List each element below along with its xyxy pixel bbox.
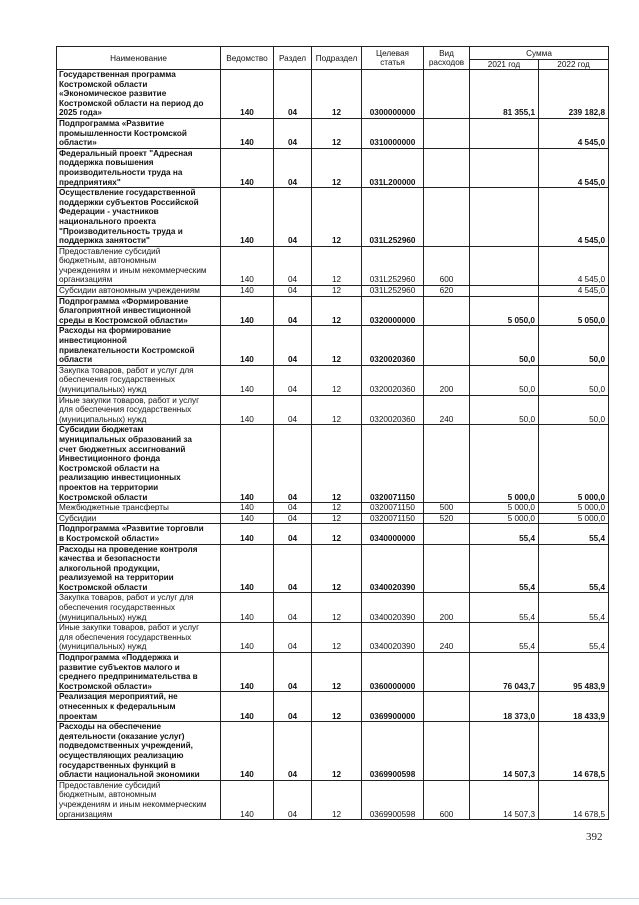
- row-sum-2021: 50,0: [470, 326, 539, 365]
- row-dept: 140: [221, 780, 274, 819]
- row-target: 0320071150: [362, 425, 424, 503]
- row-subsection: 12: [312, 593, 362, 623]
- row-name-line: (муниципальных) нужд: [59, 612, 147, 622]
- row-exp-type: 600: [424, 780, 470, 819]
- row-name-line: «Экономическое развитие: [59, 89, 167, 99]
- table-row: [57, 296, 609, 326]
- row-name-line: среднего предпринимательства в: [59, 672, 198, 682]
- row-sum-2022: 50,0: [539, 326, 609, 365]
- row-name-line: качества и безопасности: [59, 554, 161, 564]
- row-section: 04: [274, 188, 312, 247]
- row-sum-2022: 95 483,9: [539, 653, 609, 692]
- table-row: [57, 425, 609, 503]
- col-header-2022: 2022 год: [539, 60, 609, 70]
- table-body: [57, 70, 609, 820]
- row-target: 0320020360: [362, 326, 424, 365]
- row-name-line: Костромской области на период до: [59, 98, 204, 108]
- row-name-line: инвестиционной: [59, 336, 127, 346]
- row-name: [57, 425, 221, 503]
- row-name-line: в Костромской области»: [59, 533, 160, 543]
- row-dept: 140: [221, 503, 274, 514]
- col-header-target: Целевая статья: [362, 47, 424, 70]
- row-name-line: проектов на территории: [59, 482, 159, 492]
- row-subsection: 12: [312, 544, 362, 593]
- row-exp-type: [424, 296, 470, 326]
- row-name-line: "Производительность труда и: [59, 226, 183, 236]
- row-exp-type: 200: [424, 365, 470, 395]
- row-sum-2021: 14 507,3: [470, 780, 539, 819]
- col-header-name: Наименование: [57, 47, 221, 70]
- row-name-line: (муниципальных) нужд: [59, 385, 147, 394]
- table-row: [57, 286, 609, 297]
- row-section: 04: [274, 118, 312, 148]
- row-dept: 140: [221, 246, 274, 285]
- row-section: 04: [274, 692, 312, 722]
- row-exp-type: [424, 524, 470, 544]
- row-name-line: поддержка повышения: [59, 158, 154, 168]
- row-sum-2021: 50,0: [470, 395, 539, 425]
- row-sum-2021: [470, 246, 539, 285]
- row-subsection: 12: [312, 286, 362, 297]
- row-name: [57, 653, 221, 692]
- row-name: [57, 503, 221, 514]
- row-sum-2022: 50,0: [539, 365, 609, 395]
- row-name: [57, 544, 221, 593]
- table-row: [57, 544, 609, 593]
- page-number: 392: [586, 831, 603, 843]
- row-exp-type: [424, 692, 470, 722]
- row-dept: 140: [221, 593, 274, 623]
- row-name-line: поддержки субъектов Российской: [59, 197, 199, 207]
- row-exp-type: [424, 425, 470, 503]
- row-subsection: 12: [312, 296, 362, 326]
- row-target: 0369900000: [362, 692, 424, 722]
- row-sum-2022: 55,4: [539, 544, 609, 593]
- row-section: 04: [274, 286, 312, 297]
- row-target: 0340020390: [362, 623, 424, 653]
- row-section: 04: [274, 296, 312, 326]
- row-name-line: промышленности Костромской: [59, 128, 187, 138]
- row-name-line: Костромской области на: [59, 463, 160, 473]
- row-dept: 140: [221, 70, 274, 119]
- row-name-line: организациям: [59, 275, 113, 285]
- row-dept: 140: [221, 623, 274, 653]
- row-name-line: муниципальных образований за: [59, 434, 192, 444]
- row-name: [57, 395, 221, 425]
- row-name-line: Костромской области: [59, 79, 148, 89]
- row-section: 04: [274, 524, 312, 544]
- row-name-line: реализацию инвестиционных: [59, 473, 181, 483]
- row-subsection: 12: [312, 653, 362, 692]
- row-dept: 140: [221, 286, 274, 297]
- row-sum-2021: 5 000,0: [470, 503, 539, 514]
- row-target: 0340020390: [362, 544, 424, 593]
- row-name-line: организациям: [59, 809, 113, 819]
- row-exp-type: [424, 118, 470, 148]
- row-name-line: подведомственных учреждений,: [59, 741, 193, 751]
- row-sum-2021: [470, 286, 539, 297]
- row-exp-type: 240: [424, 623, 470, 653]
- row-dept: 140: [221, 296, 274, 326]
- row-name-line: Иные закупки товаров, работ и услуг: [59, 623, 200, 633]
- row-name-line: Подпрограмма «Развитие торговли: [59, 524, 204, 534]
- row-target: 0320000000: [362, 296, 424, 326]
- row-sum-2021: 5 050,0: [470, 296, 539, 326]
- row-name-line: Субсидии: [59, 513, 97, 523]
- row-sum-2021: 55,4: [470, 623, 539, 653]
- row-name: [57, 623, 221, 653]
- row-subsection: 12: [312, 395, 362, 425]
- table-row: [57, 365, 609, 395]
- row-name-line: Федеральный проект "Адресная: [59, 148, 193, 158]
- row-sum-2022: 239 182,8: [539, 70, 609, 119]
- row-subsection: 12: [312, 425, 362, 503]
- row-name-line: учреждениям и иным некоммерческим: [59, 265, 207, 275]
- row-name-line: области»: [59, 138, 97, 148]
- row-target: 0310000000: [362, 118, 424, 148]
- row-name-line: Реализация мероприятий, не: [59, 692, 178, 702]
- row-dept: 140: [221, 524, 274, 544]
- row-subsection: 12: [312, 118, 362, 148]
- row-name: [57, 593, 221, 623]
- row-sum-2021: 81 355,1: [470, 70, 539, 119]
- row-target: 0340000000: [362, 524, 424, 544]
- row-section: 04: [274, 653, 312, 692]
- row-name: [57, 692, 221, 722]
- row-name-line: национального проекта: [59, 216, 156, 226]
- col-header-section: Раздел: [274, 47, 312, 70]
- row-name: [57, 246, 221, 285]
- table-row: [57, 395, 609, 425]
- row-sum-2021: 50,0: [470, 365, 539, 395]
- row-name-line: Расходы на формирование: [59, 326, 171, 336]
- row-subsection: 12: [312, 148, 362, 187]
- row-section: 04: [274, 780, 312, 819]
- page-bottom-rule: [0, 898, 639, 899]
- row-name: [57, 70, 221, 119]
- table-row: [57, 513, 609, 524]
- row-name: [57, 148, 221, 187]
- row-target: 031L252960: [362, 286, 424, 297]
- row-section: 04: [274, 544, 312, 593]
- row-section: 04: [274, 395, 312, 425]
- table-row: [57, 722, 609, 781]
- table-row: [57, 246, 609, 285]
- table-row: [57, 118, 609, 148]
- row-sum-2021: 5 000,0: [470, 513, 539, 524]
- row-exp-type: [424, 653, 470, 692]
- row-name-line: предприятиях": [59, 177, 121, 187]
- row-sum-2022: 55,4: [539, 524, 609, 544]
- row-dept: 140: [221, 544, 274, 593]
- row-sum-2022: 4 545,0: [539, 286, 609, 297]
- budget-table-page: [56, 46, 608, 820]
- row-subsection: 12: [312, 365, 362, 395]
- table-row: [57, 593, 609, 623]
- row-name-line: Подпрограмма «Развитие: [59, 118, 165, 128]
- row-target: 0369900598: [362, 722, 424, 781]
- row-name-line: деятельности (оказание услуг): [59, 731, 185, 741]
- row-section: 04: [274, 503, 312, 514]
- table-row: [57, 70, 609, 119]
- row-exp-type: 240: [424, 395, 470, 425]
- row-subsection: 12: [312, 188, 362, 247]
- row-target: 031L200000: [362, 148, 424, 187]
- row-name: [57, 365, 221, 395]
- row-subsection: 12: [312, 780, 362, 819]
- row-name-line: Иные закупки товаров, работ и услуг: [59, 395, 200, 405]
- row-section: 04: [274, 593, 312, 623]
- row-exp-type: [424, 326, 470, 365]
- row-name-line: Межбюджетные трансферты: [59, 503, 169, 513]
- row-target: 0369900598: [362, 780, 424, 819]
- row-sum-2022: 18 433,9: [539, 692, 609, 722]
- row-exp-type: [424, 722, 470, 781]
- row-name-line: счет бюджетных ассигнований: [59, 444, 186, 454]
- row-target: 031L252960: [362, 188, 424, 247]
- row-subsection: 12: [312, 503, 362, 514]
- row-sum-2021: 14 507,3: [470, 722, 539, 781]
- row-name-line: Предоставление субсидий: [59, 246, 161, 256]
- row-sum-2021: [470, 118, 539, 148]
- row-exp-type: [424, 188, 470, 247]
- row-sum-2022: 55,4: [539, 593, 609, 623]
- row-exp-type: 600: [424, 246, 470, 285]
- row-target: 0320020360: [362, 365, 424, 395]
- row-name-line: Подпрограмма «Поддержка и: [59, 653, 179, 663]
- row-target: 0300000000: [362, 70, 424, 119]
- table-row: [57, 692, 609, 722]
- row-target: 0320071150: [362, 503, 424, 514]
- row-dept: 140: [221, 722, 274, 781]
- row-section: 04: [274, 623, 312, 653]
- row-sum-2022: 50,0: [539, 395, 609, 425]
- row-sum-2022: 4 545,0: [539, 148, 609, 187]
- row-name-line: Субсидии автономным учреждениям: [59, 286, 200, 296]
- row-name-line: Закупка товаров, работ и услуг для: [59, 365, 194, 375]
- col-header-dept: Ведомство: [221, 47, 274, 70]
- table-row: [57, 326, 609, 365]
- row-section: 04: [274, 722, 312, 781]
- row-sum-2021: 55,4: [470, 524, 539, 544]
- row-name-line: области: [59, 355, 93, 365]
- row-name-line: Костромской области»: [59, 681, 152, 691]
- row-sum-2022: 5 000,0: [539, 513, 609, 524]
- row-sum-2021: 55,4: [470, 544, 539, 593]
- row-name-line: Закупка товаров, работ и услуг для: [59, 593, 194, 603]
- col-header-exp-type: Вид расходов: [424, 47, 470, 70]
- row-name-line: бюджетным, автономным: [59, 790, 157, 800]
- row-name: [57, 524, 221, 544]
- table-row: [57, 188, 609, 247]
- row-sum-2022: 4 545,0: [539, 118, 609, 148]
- row-target: 0340020390: [362, 593, 424, 623]
- row-dept: 140: [221, 513, 274, 524]
- row-sum-2022: 14 678,5: [539, 780, 609, 819]
- row-dept: 140: [221, 148, 274, 187]
- row-exp-type: 620: [424, 286, 470, 297]
- row-name-line: Осуществление государственной: [59, 188, 196, 198]
- table-row: [57, 653, 609, 692]
- row-dept: 140: [221, 365, 274, 395]
- row-name-line: Подпрограмма «Формирование: [59, 296, 189, 306]
- row-name: [57, 513, 221, 524]
- row-sum-2021: 76 043,7: [470, 653, 539, 692]
- row-name-line: отнесенных к федеральным: [59, 702, 176, 711]
- row-name-line: бюджетным, автономным: [59, 256, 157, 266]
- row-name-line: алкогольной продукции,: [59, 563, 160, 573]
- row-name: [57, 188, 221, 247]
- row-sum-2022: 14 678,5: [539, 722, 609, 781]
- col-header-subsection: Подраздел: [312, 47, 362, 70]
- row-name-line: осуществляющих реализацию: [59, 750, 184, 760]
- row-name-line: 2025 года»: [59, 108, 102, 118]
- budget-table: [56, 46, 609, 820]
- row-name-line: обеспечения государственных: [59, 603, 175, 613]
- row-dept: 140: [221, 395, 274, 425]
- row-name-line: благоприятной инвестиционной: [59, 306, 191, 316]
- table-row: [57, 503, 609, 514]
- row-name-line: государственных функций в: [59, 760, 176, 770]
- row-target: 031L252960: [362, 246, 424, 285]
- row-name-line: области национальной экономики: [59, 770, 200, 780]
- row-name-line: Костромской области: [59, 582, 148, 592]
- row-name-line: производительности труда на: [59, 167, 183, 177]
- row-name-line: (муниципальных) нужд: [59, 642, 147, 652]
- row-name-line: реализуемой на территории: [59, 573, 174, 583]
- row-sum-2021: [470, 148, 539, 187]
- row-name-line: Костромской области: [59, 492, 148, 502]
- row-sum-2021: 5 000,0: [470, 425, 539, 503]
- table-row: [57, 623, 609, 653]
- row-name-line: Государственная программа: [59, 70, 176, 79]
- row-exp-type: [424, 148, 470, 187]
- row-subsection: 12: [312, 326, 362, 365]
- row-subsection: 12: [312, 692, 362, 722]
- row-sum-2022: 5 000,0: [539, 425, 609, 503]
- row-sum-2021: 55,4: [470, 593, 539, 623]
- table-row: [57, 524, 609, 544]
- row-sum-2021: [470, 188, 539, 247]
- row-name-line: поддержка занятости": [59, 236, 150, 246]
- row-section: 04: [274, 148, 312, 187]
- row-dept: 140: [221, 118, 274, 148]
- row-name-line: Федерации - участников: [59, 207, 159, 217]
- row-section: 04: [274, 326, 312, 365]
- row-dept: 140: [221, 425, 274, 503]
- row-subsection: 12: [312, 722, 362, 781]
- row-dept: 140: [221, 692, 274, 722]
- row-sum-2022: 4 545,0: [539, 188, 609, 247]
- row-section: 04: [274, 246, 312, 285]
- row-dept: 140: [221, 326, 274, 365]
- row-sum-2022: 55,4: [539, 623, 609, 653]
- row-name-line: (муниципальных) нужд: [59, 414, 147, 424]
- row-name-line: развитие субъектов малого и: [59, 662, 180, 672]
- row-name-line: Предоставление субсидий: [59, 780, 161, 790]
- row-name-line: Расходы на обеспечение: [59, 722, 162, 732]
- row-sum-2022: 5 050,0: [539, 296, 609, 326]
- row-name-line: учреждениям и иным некоммерческим: [59, 799, 207, 809]
- row-target: 0320071150: [362, 513, 424, 524]
- row-exp-type: [424, 544, 470, 593]
- row-sum-2022: 4 545,0: [539, 246, 609, 285]
- row-exp-type: 520: [424, 513, 470, 524]
- row-subsection: 12: [312, 70, 362, 119]
- row-name: [57, 722, 221, 781]
- row-name-line: Расходы на проведение контроля: [59, 544, 198, 554]
- row-name-line: обеспечения государственных: [59, 375, 175, 385]
- row-name-line: для обеспечения государственных: [59, 405, 192, 415]
- row-name: [57, 326, 221, 365]
- row-target: 0320020360: [362, 395, 424, 425]
- row-name-line: привлекательности Костромской: [59, 345, 195, 355]
- row-exp-type: 500: [424, 503, 470, 514]
- col-header-2021: 2021 год: [470, 60, 539, 70]
- row-name-line: Субсидии бюджетам: [59, 425, 144, 435]
- row-name: [57, 118, 221, 148]
- row-dept: 140: [221, 653, 274, 692]
- row-subsection: 12: [312, 623, 362, 653]
- row-exp-type: 200: [424, 593, 470, 623]
- row-name: [57, 286, 221, 297]
- row-target: 0360000000: [362, 653, 424, 692]
- row-subsection: 12: [312, 513, 362, 524]
- row-name-line: для обеспечения государственных: [59, 632, 192, 642]
- row-name: [57, 296, 221, 326]
- row-section: 04: [274, 365, 312, 395]
- col-header-sum: Сумма: [470, 47, 609, 60]
- row-name-line: среды в Костромской области»: [59, 315, 188, 325]
- row-exp-type: [424, 70, 470, 119]
- row-sum-2021: 18 373,0: [470, 692, 539, 722]
- row-sum-2022: 5 000,0: [539, 503, 609, 514]
- row-dept: 140: [221, 188, 274, 247]
- row-subsection: 12: [312, 524, 362, 544]
- row-name: [57, 780, 221, 819]
- row-name-line: Инвестиционного фонда: [59, 454, 161, 464]
- row-section: 04: [274, 70, 312, 119]
- row-section: 04: [274, 425, 312, 503]
- table-row: [57, 148, 609, 187]
- table-row: [57, 780, 609, 819]
- row-name-line: проектам: [59, 711, 98, 721]
- row-subsection: 12: [312, 246, 362, 285]
- row-section: 04: [274, 513, 312, 524]
